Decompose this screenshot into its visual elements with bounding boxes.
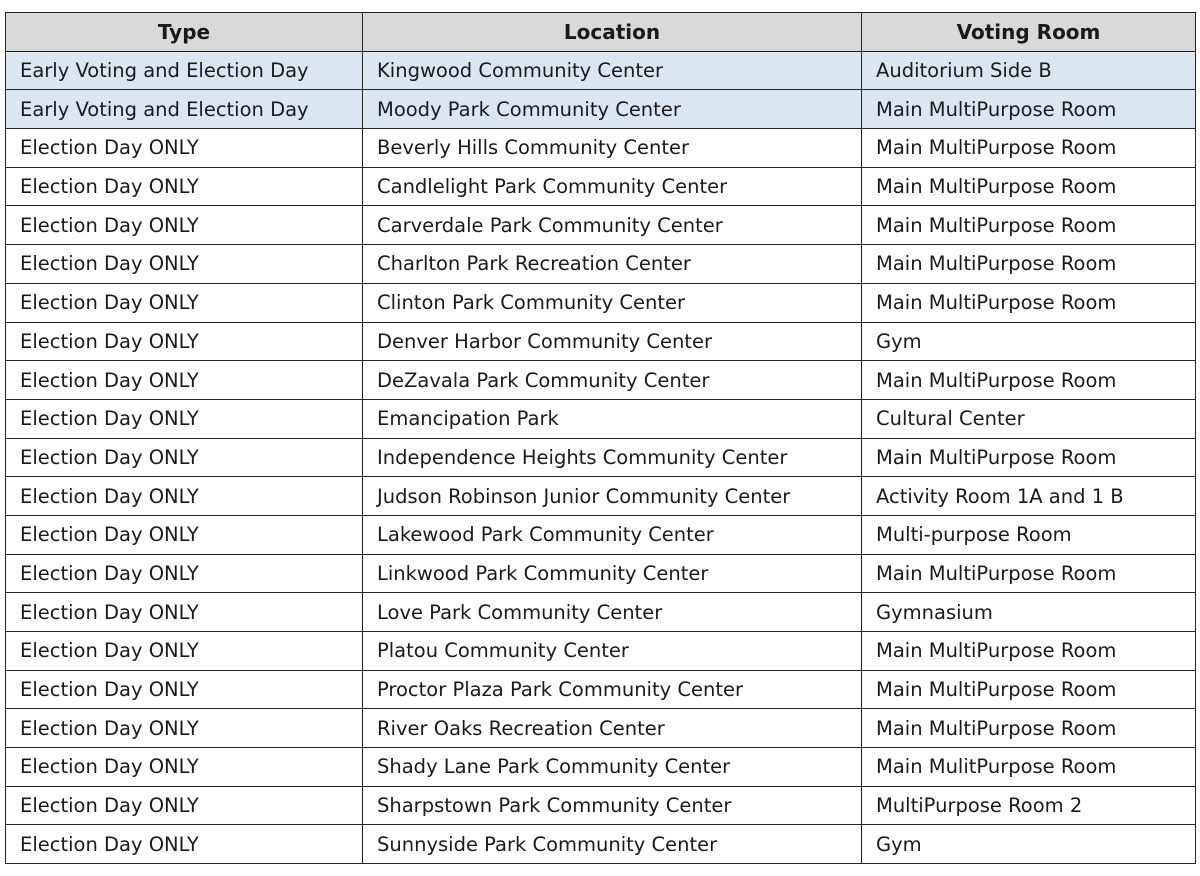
cell-location: River Oaks Recreation Center — [363, 709, 862, 748]
cell-voting-room: Main MultiPurpose Room — [862, 438, 1196, 477]
cell-location: Kingwood Community Center — [363, 51, 862, 90]
table-row — [6, 129, 1196, 168]
cell-location: Denver Harbor Community Center — [363, 322, 862, 361]
table-row — [6, 825, 1196, 864]
table-row — [6, 670, 1196, 709]
table-row — [6, 245, 1196, 284]
cell-voting-room: Main MultiPurpose Room — [862, 283, 1196, 322]
table-row — [6, 554, 1196, 593]
header-row — [6, 13, 1196, 52]
cell-type: Election Day ONLY — [6, 554, 363, 593]
cell-voting-room: MultiPurpose Room 2 — [862, 786, 1196, 825]
cell-location: Beverly Hills Community Center — [363, 129, 862, 168]
cell-type: Election Day ONLY — [6, 399, 363, 438]
header-type: Type — [6, 13, 363, 52]
table-header — [6, 13, 1196, 52]
cell-location: Independence Heights Community Center — [363, 438, 862, 477]
table-row — [6, 593, 1196, 632]
cell-location: Carverdale Park Community Center — [363, 206, 862, 245]
cell-location: Charlton Park Recreation Center — [363, 245, 862, 284]
cell-type: Election Day ONLY — [6, 748, 363, 787]
table-row — [6, 206, 1196, 245]
cell-location: DeZavala Park Community Center — [363, 361, 862, 400]
cell-voting-room: Multi-purpose Room — [862, 515, 1196, 554]
cell-location: Lakewood Park Community Center — [363, 515, 862, 554]
cell-voting-room: Main MultiPurpose Room — [862, 129, 1196, 168]
cell-location: Proctor Plaza Park Community Center — [363, 670, 862, 709]
cell-location: Love Park Community Center — [363, 593, 862, 632]
cell-voting-room: Gym — [862, 825, 1196, 864]
table-row — [6, 399, 1196, 438]
voting-locations-table-container — [5, 12, 1195, 864]
table-row — [6, 51, 1196, 90]
cell-location: Linkwood Park Community Center — [363, 554, 862, 593]
cell-voting-room: Gymnasium — [862, 593, 1196, 632]
cell-voting-room: Main MultiPurpose Room — [862, 554, 1196, 593]
cell-voting-room: Main MultiPurpose Room — [862, 632, 1196, 671]
cell-type: Election Day ONLY — [6, 245, 363, 284]
cell-location: Shady Lane Park Community Center — [363, 748, 862, 787]
cell-type: Election Day ONLY — [6, 515, 363, 554]
cell-type: Election Day ONLY — [6, 361, 363, 400]
cell-type: Election Day ONLY — [6, 825, 363, 864]
table-row — [6, 748, 1196, 787]
cell-voting-room: Main MultiPurpose Room — [862, 245, 1196, 284]
header-voting-room: Voting Room — [862, 13, 1196, 52]
cell-type: Election Day ONLY — [6, 167, 363, 206]
table-row — [6, 709, 1196, 748]
table-row — [6, 477, 1196, 516]
cell-type: Election Day ONLY — [6, 206, 363, 245]
cell-voting-room: Main MultiPurpose Room — [862, 167, 1196, 206]
cell-type: Election Day ONLY — [6, 438, 363, 477]
cell-voting-room: Main MultiPurpose Room — [862, 90, 1196, 129]
cell-voting-room: Main MultiPurpose Room — [862, 709, 1196, 748]
cell-type: Election Day ONLY — [6, 477, 363, 516]
cell-type: Election Day ONLY — [6, 593, 363, 632]
cell-location: Clinton Park Community Center — [363, 283, 862, 322]
cell-type: Election Day ONLY — [6, 129, 363, 168]
table-row — [6, 438, 1196, 477]
cell-voting-room: Gym — [862, 322, 1196, 361]
cell-type: Election Day ONLY — [6, 632, 363, 671]
cell-location: Judson Robinson Junior Community Center — [363, 477, 862, 516]
cell-location: Sharpstown Park Community Center — [363, 786, 862, 825]
cell-location: Candlelight Park Community Center — [363, 167, 862, 206]
table-row — [6, 632, 1196, 671]
cell-voting-room: Activity Room 1A and 1 B — [862, 477, 1196, 516]
cell-type: Election Day ONLY — [6, 786, 363, 825]
cell-type: Election Day ONLY — [6, 283, 363, 322]
cell-voting-room: Main MultiPurpose Room — [862, 206, 1196, 245]
cell-voting-room: Cultural Center — [862, 399, 1196, 438]
table-row — [6, 167, 1196, 206]
cell-type: Election Day ONLY — [6, 709, 363, 748]
table-row — [6, 515, 1196, 554]
cell-location: Sunnyside Park Community Center — [363, 825, 862, 864]
table-row — [6, 361, 1196, 400]
cell-voting-room: Main MulitPurpose Room — [862, 748, 1196, 787]
cell-location: Moody Park Community Center — [363, 90, 862, 129]
header-location: Location — [363, 13, 862, 52]
voting-locations-table — [5, 12, 1196, 864]
cell-location: Emancipation Park — [363, 399, 862, 438]
cell-type: Election Day ONLY — [6, 670, 363, 709]
cell-type: Election Day ONLY — [6, 322, 363, 361]
table-row — [6, 283, 1196, 322]
table-row — [6, 786, 1196, 825]
cell-location: Platou Community Center — [363, 632, 862, 671]
cell-voting-room: Auditorium Side B — [862, 51, 1196, 90]
table-row — [6, 322, 1196, 361]
cell-voting-room: Main MultiPurpose Room — [862, 361, 1196, 400]
table-body — [6, 51, 1196, 863]
cell-type: Early Voting and Election Day — [6, 51, 363, 90]
cell-type: Early Voting and Election Day — [6, 90, 363, 129]
cell-voting-room: Main MultiPurpose Room — [862, 670, 1196, 709]
table-row — [6, 90, 1196, 129]
